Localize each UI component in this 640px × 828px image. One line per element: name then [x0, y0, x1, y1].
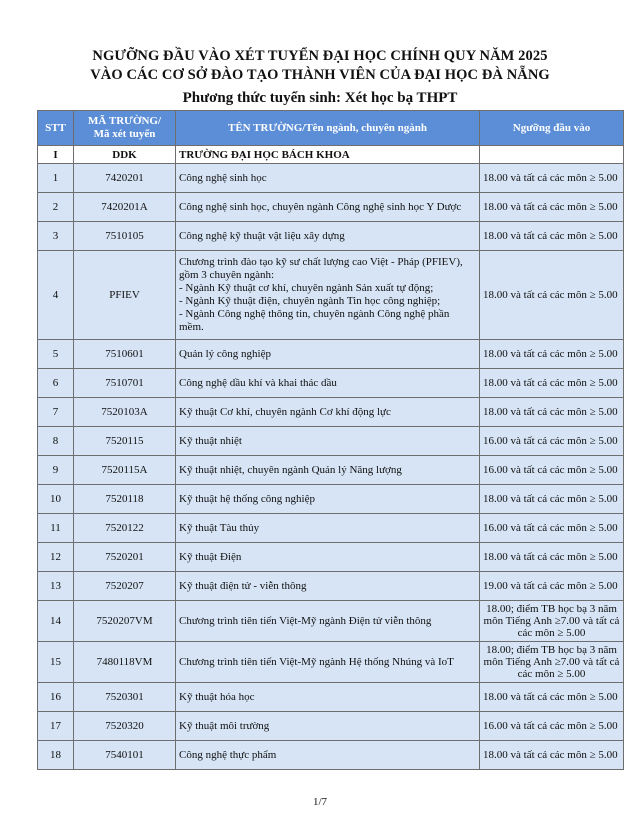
row-stt: 15	[38, 642, 74, 683]
row-threshold: 18.00 và tất cả các môn ≥ 5.00	[480, 398, 624, 427]
row-name: Công nghệ kỹ thuật vật liệu xây dựng	[176, 222, 480, 251]
row-threshold: 18.00; điểm TB học bạ 3 năm môn Tiếng Anh ≥7.00 và tất cả các môn ≥ 5.00	[480, 601, 624, 642]
row-threshold: 18.00; điểm TB học bạ 3 năm môn Tiếng Anh ≥7.00 và tất cả các môn ≥ 5.00	[480, 642, 624, 683]
row-threshold: 18.00 và tất cả các môn ≥ 5.00	[480, 251, 624, 340]
row-name	[176, 251, 480, 340]
row-name: Chương trình tiên tiến Việt-Mỹ ngành Điện tử viễn thông	[176, 601, 480, 642]
row-stt: 16	[38, 683, 74, 712]
row-name-line: - Ngành Công nghệ thông tin, chuyên ngành Công nghệ phần mềm.	[179, 308, 450, 333]
table-row	[38, 485, 624, 514]
row-stt: 1	[38, 164, 74, 193]
row-name: Chương trình tiên tiến Việt-Mỹ ngành Hệ thống Nhúng và IoT	[176, 642, 480, 683]
table-row	[38, 642, 624, 683]
row-name: Công nghệ thực phẩm	[176, 741, 480, 770]
row-code: 7510601	[74, 340, 176, 369]
table-row	[38, 712, 624, 741]
row-code: 7480118VM	[74, 642, 176, 683]
header-code-line-2: Mã xét tuyển	[93, 128, 156, 140]
row-stt: 14	[38, 601, 74, 642]
row-code: 7520115	[74, 427, 176, 456]
row-name: Kỹ thuật Cơ khí, chuyên ngành Cơ khí động lực	[176, 398, 480, 427]
table-row	[38, 369, 624, 398]
row-stt: 13	[38, 572, 74, 601]
row-stt: 10	[38, 485, 74, 514]
row-name: Kỹ thuật hóa học	[176, 683, 480, 712]
row-code: 7520320	[74, 712, 176, 741]
row-code: 7520201	[74, 543, 176, 572]
row-threshold: 16.00 và tất cả các môn ≥ 5.00	[480, 514, 624, 543]
row-code: 7520103A	[74, 398, 176, 427]
row-name: Kỹ thuật điện tử - viễn thông	[176, 572, 480, 601]
row-name: Quản lý công nghiệp	[176, 340, 480, 369]
row-code: 7420201A	[74, 193, 176, 222]
row-code: 7540101	[74, 741, 176, 770]
row-code: 7520207	[74, 572, 176, 601]
table-row	[38, 164, 624, 193]
row-threshold: 16.00 và tất cả các môn ≥ 5.00	[480, 456, 624, 485]
row-code: 7510105	[74, 222, 176, 251]
row-name: Công nghệ sinh học	[176, 164, 480, 193]
row-name: Công nghệ dầu khí và khai thác dầu	[176, 369, 480, 398]
row-name-line: Chương trình đào tạo kỹ sư chất lượng cao Việt - Pháp (PFIEV), gồm 3 chuyên ngành:	[179, 256, 463, 281]
row-threshold: 16.00 và tất cả các môn ≥ 5.00	[480, 712, 624, 741]
table-row	[38, 193, 624, 222]
row-stt: 3	[38, 222, 74, 251]
row-code: 7520207VM	[74, 601, 176, 642]
section-stt: I	[38, 146, 74, 164]
row-code: 7420201	[74, 164, 176, 193]
row-stt: 18	[38, 741, 74, 770]
row-threshold: 18.00 và tất cả các môn ≥ 5.00	[480, 683, 624, 712]
section-name: TRƯỜNG ĐẠI HỌC BÁCH KHOA	[176, 146, 480, 164]
row-stt: 4	[38, 251, 74, 340]
row-threshold: 18.00 và tất cả các môn ≥ 5.00	[480, 543, 624, 572]
row-threshold: 18.00 và tất cả các môn ≥ 5.00	[480, 485, 624, 514]
table-row	[38, 514, 624, 543]
document-title-line-1: NGƯỠNG ĐẦU VÀO XÉT TUYỂN ĐẠI HỌC CHÍNH QUY NĂM 2025	[92, 48, 548, 64]
row-stt: 7	[38, 398, 74, 427]
header-threshold: Ngưỡng đầu vào	[480, 111, 624, 146]
table-row	[38, 543, 624, 572]
row-stt: 9	[38, 456, 74, 485]
document-title-line-2: VÀO CÁC CƠ SỞ ĐÀO TẠO THÀNH VIÊN CỦA ĐẠI HỌC ĐÀ NẴNG	[90, 67, 550, 83]
section-row	[38, 146, 624, 164]
header-stt: STT	[38, 111, 74, 146]
row-stt: 12	[38, 543, 74, 572]
row-name-line: - Ngành Kỹ thuật điện, chuyên ngành Tin học công nghiệp;	[179, 295, 441, 307]
row-name: Kỹ thuật hệ thống công nghiệp	[176, 485, 480, 514]
row-threshold: 18.00 và tất cả các môn ≥ 5.00	[480, 193, 624, 222]
row-code: PFIEV	[74, 251, 176, 340]
row-name: Kỹ thuật Tàu thủy	[176, 514, 480, 543]
row-name: Kỹ thuật nhiệt, chuyên ngành Quản lý Năng lượng	[176, 456, 480, 485]
table-row	[38, 456, 624, 485]
row-name: Kỹ thuật Điện	[176, 543, 480, 572]
row-threshold: 18.00 và tất cả các môn ≥ 5.00	[480, 222, 624, 251]
row-threshold: 18.00 và tất cả các môn ≥ 5.00	[480, 164, 624, 193]
table-row	[38, 398, 624, 427]
row-stt: 5	[38, 340, 74, 369]
row-name: Công nghệ sinh học, chuyên ngành Công nghệ sinh học Y Dược	[176, 193, 480, 222]
table-row	[38, 427, 624, 456]
table-row	[38, 683, 624, 712]
page-number: 1/7	[312, 796, 328, 808]
row-stt: 17	[38, 712, 74, 741]
header-code-line-1: MÃ TRƯỜNG/	[87, 115, 162, 127]
row-name: Kỹ thuật môi trường	[176, 712, 480, 741]
row-stt: 2	[38, 193, 74, 222]
row-stt: 6	[38, 369, 74, 398]
row-code: 7520118	[74, 485, 176, 514]
row-name-line: - Ngành Kỹ thuật cơ khí, chuyên ngành Sản xuất tự động;	[179, 282, 434, 294]
table-header-row	[38, 111, 624, 146]
header-code	[74, 111, 176, 146]
table-row	[38, 251, 624, 340]
table-row	[38, 340, 624, 369]
row-threshold: 16.00 và tất cả các môn ≥ 5.00	[480, 427, 624, 456]
table-row	[38, 222, 624, 251]
row-threshold: 18.00 và tất cả các môn ≥ 5.00	[480, 369, 624, 398]
row-stt: 11	[38, 514, 74, 543]
row-code: 7520122	[74, 514, 176, 543]
header-name: TÊN TRƯỜNG/Tên ngành, chuyên ngành	[176, 111, 480, 146]
row-code: 7520301	[74, 683, 176, 712]
row-threshold: 18.00 và tất cả các môn ≥ 5.00	[480, 741, 624, 770]
section-threshold	[480, 146, 624, 164]
row-code: 7520115A	[74, 456, 176, 485]
row-name: Kỹ thuật nhiệt	[176, 427, 480, 456]
document-subtitle: Phương thức tuyển sinh: Xét học bạ THPT	[182, 90, 458, 106]
row-threshold: 18.00 và tất cả các môn ≥ 5.00	[480, 340, 624, 369]
row-code: 7510701	[74, 369, 176, 398]
section-code: DDK	[74, 146, 176, 164]
admission-threshold-table	[37, 110, 624, 770]
table-row	[38, 741, 624, 770]
row-threshold: 19.00 và tất cả các môn ≥ 5.00	[480, 572, 624, 601]
table-row	[38, 601, 624, 642]
row-stt: 8	[38, 427, 74, 456]
table-row	[38, 572, 624, 601]
